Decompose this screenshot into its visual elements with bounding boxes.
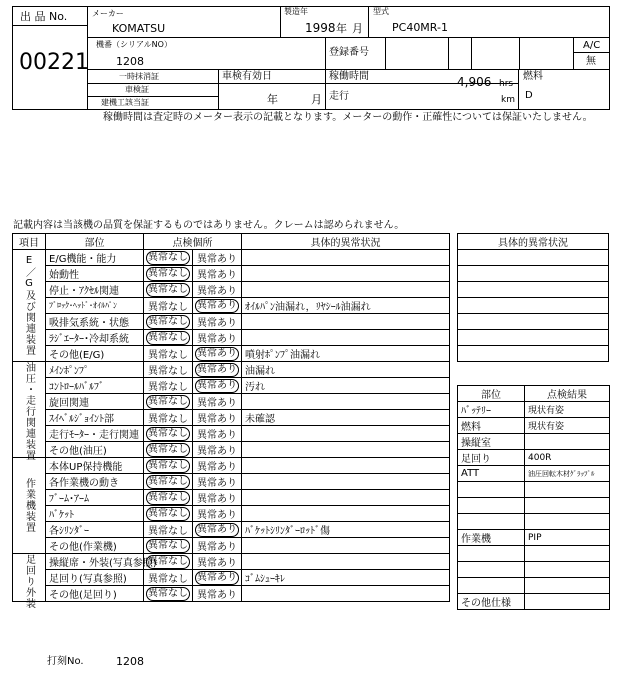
part-cell: E/G機能・能力 xyxy=(46,250,144,266)
abnormal-label: 異常あり xyxy=(197,299,237,311)
stamp-value: 1208 xyxy=(116,655,144,668)
part-cell: ﾒｲﾝﾎﾟﾝﾌﾟ xyxy=(46,362,144,378)
lot-number: 00221 xyxy=(19,50,89,75)
abnormal-label: 異常あり xyxy=(197,347,237,359)
option-abnormal xyxy=(193,426,242,442)
results-row xyxy=(458,498,610,514)
km-unit: km xyxy=(501,95,515,105)
no-abnormal-label: 異常なし xyxy=(148,459,188,471)
abnormal-label: 異常あり xyxy=(197,334,237,345)
abnormal-label: 異常あり xyxy=(197,430,237,441)
right-detail-row xyxy=(458,314,609,330)
abnormal-label: 異常あり xyxy=(197,462,237,473)
ac-value: 無 xyxy=(586,56,596,67)
model-value: PC40MR-1 xyxy=(392,21,448,34)
right-detail-header: 具体的異常状況 xyxy=(458,234,609,250)
option-abnormal xyxy=(193,474,242,490)
col-check: 点検個所 xyxy=(144,234,242,250)
results-row xyxy=(458,402,610,418)
detail-cell: 噴射ﾎﾟﾝﾌﾟ油漏れ xyxy=(242,346,450,362)
no-abnormal-label: 異常なし xyxy=(148,302,188,313)
hours-value: 4,906 xyxy=(457,75,492,89)
part-cell: ｽｲﾍﾞﾙｼﾞｮｲﾝﾄ部 xyxy=(46,410,144,426)
detail-cell xyxy=(242,506,450,522)
results-value xyxy=(525,498,610,514)
part-cell: 各作業機の動き xyxy=(46,474,144,490)
option-no-abnormal xyxy=(144,314,193,330)
option-abnormal xyxy=(193,586,242,602)
results-part xyxy=(458,578,525,594)
option-abnormal xyxy=(193,458,242,474)
option-abnormal xyxy=(193,490,242,506)
abnormal-label: 異常あり xyxy=(197,571,237,583)
detail-cell xyxy=(242,330,450,346)
detail-cell xyxy=(242,458,450,474)
abnormal-label: 異常あり xyxy=(197,494,237,505)
disclaimer: 記載内容は当該機の品質を保証するものではありません。クレームは認められません。 xyxy=(13,220,405,231)
no-abnormal-label: 異常なし xyxy=(148,539,188,551)
detail-cell: 未確認 xyxy=(242,410,450,426)
option-abnormal xyxy=(193,298,242,314)
option-no-abnormal xyxy=(144,346,193,362)
stamp-label: 打刻No. xyxy=(47,656,84,667)
abnormal-label: 異常あり xyxy=(197,270,237,281)
no-abnormal-label: 異常なし xyxy=(148,491,188,503)
no-abnormal-label: 異常なし xyxy=(148,414,188,425)
registration-label: 登録番号 xyxy=(329,47,369,58)
inspection-row xyxy=(13,314,450,330)
fuel-value: D xyxy=(525,90,533,101)
results-part: 足回り xyxy=(458,450,525,466)
results-table xyxy=(457,385,610,610)
hours-unit: hrs xyxy=(499,79,514,89)
inspection-row xyxy=(13,442,450,458)
no-abnormal-label: 異常なし xyxy=(148,251,188,263)
category-cell: 油圧・走行関連装置 xyxy=(13,362,46,458)
option-no-abnormal xyxy=(144,394,193,410)
no-abnormal-label: 異常なし xyxy=(148,350,188,361)
option-abnormal xyxy=(193,522,242,538)
inspection-row xyxy=(13,298,450,314)
no-abnormal-label: 異常なし xyxy=(148,267,188,279)
option-abnormal xyxy=(193,442,242,458)
results-value xyxy=(525,434,610,450)
option-no-abnormal xyxy=(144,266,193,282)
right-detail-row xyxy=(458,282,609,298)
car-inspection-label: 車検証 xyxy=(125,85,149,94)
results-value xyxy=(525,562,610,578)
inspection-row xyxy=(13,346,450,362)
detail-cell: 汚れ xyxy=(242,378,450,394)
results-row xyxy=(458,482,610,498)
ac-label: A/C xyxy=(583,40,601,51)
no-abnormal-label: 異常なし xyxy=(148,382,188,393)
detail-cell: ｺﾞﾑｼｭｰｷﾚ xyxy=(242,570,450,586)
option-no-abnormal xyxy=(144,442,193,458)
results-part: その他仕様 xyxy=(458,594,525,610)
abnormal-label: 異常あり xyxy=(197,510,237,521)
inspection-row xyxy=(13,282,450,298)
abnormal-label: 異常あり xyxy=(197,523,237,535)
results-row xyxy=(458,434,610,450)
year-label: 製造年 xyxy=(284,7,308,16)
hours-label: 稼働時間 xyxy=(329,71,369,82)
hours-note: 稼働時間は査定時のメーター表示の記載となります。メーターの動作・正確性については保証いたしません。 xyxy=(103,112,593,123)
option-abnormal xyxy=(193,314,242,330)
detail-cell xyxy=(242,554,450,570)
option-no-abnormal xyxy=(144,538,193,554)
option-no-abnormal xyxy=(144,250,193,266)
results-row xyxy=(458,466,610,482)
travel-label: 走行 xyxy=(329,91,349,102)
option-abnormal xyxy=(193,394,242,410)
results-col-part: 部位 xyxy=(458,386,525,402)
part-cell: 走行ﾓｰﾀｰ・走行関連 xyxy=(46,426,144,442)
option-abnormal xyxy=(193,506,242,522)
inspection-row xyxy=(13,362,450,378)
inspection-row xyxy=(13,474,450,490)
option-no-abnormal xyxy=(144,554,193,570)
no-abnormal-label: 異常なし xyxy=(148,395,188,407)
detail-cell xyxy=(242,314,450,330)
year-value: 1998 xyxy=(305,21,336,35)
option-abnormal xyxy=(193,346,242,362)
part-cell: ｺﾝﾄﾛｰﾙﾊﾞﾙﾌﾞ xyxy=(46,378,144,394)
no-abnormal-label: 異常なし xyxy=(148,366,188,377)
results-value: 現状有姿 xyxy=(525,402,610,418)
detail-cell: 油漏れ xyxy=(242,362,450,378)
no-abnormal-label: 異常なし xyxy=(148,574,188,585)
lot-label: 出 品 No. xyxy=(20,10,68,23)
results-row xyxy=(458,450,610,466)
inspection-row xyxy=(13,506,450,522)
results-value xyxy=(525,514,610,530)
option-no-abnormal xyxy=(144,426,193,442)
detail-cell: ｵｲﾙﾊﾟﾝ油漏れ，ﾘﾔｼｰﾙ油漏れ xyxy=(242,298,450,314)
inspection-row xyxy=(13,266,450,282)
option-no-abnormal xyxy=(144,458,193,474)
detail-cell xyxy=(242,426,450,442)
model-label: 型式 xyxy=(373,7,389,16)
results-value xyxy=(525,594,610,610)
month-unit: 月 xyxy=(352,22,363,35)
abnormal-label: 異常あり xyxy=(197,558,237,569)
detail-cell xyxy=(242,266,450,282)
results-part: ATT xyxy=(458,466,525,482)
abnormal-label: 異常あり xyxy=(197,590,237,601)
shaken-month: 月 xyxy=(311,93,322,106)
abnormal-label: 異常あり xyxy=(197,363,237,375)
abnormal-label: 異常あり xyxy=(197,286,237,297)
abnormal-label: 異常あり xyxy=(197,254,237,265)
part-cell: 本体UP保持機能 xyxy=(46,458,144,474)
no-abnormal-label: 異常なし xyxy=(148,427,188,439)
results-col-result: 点検結果 xyxy=(525,386,610,402)
construction-cert-label: 建機工該当証 xyxy=(101,98,149,107)
option-abnormal xyxy=(193,570,242,586)
detail-cell: ﾊﾞｹｯﾄｼﾘﾝﾀﾞｰﾛｯﾄﾞ傷 xyxy=(242,522,450,538)
option-no-abnormal xyxy=(144,522,193,538)
inspection-row xyxy=(13,410,450,426)
option-no-abnormal xyxy=(144,410,193,426)
abnormal-label: 異常あり xyxy=(197,414,237,425)
fuel-label: 燃料 xyxy=(523,71,543,82)
inspection-row xyxy=(13,570,450,586)
results-row xyxy=(458,562,610,578)
option-no-abnormal xyxy=(144,378,193,394)
inspection-row xyxy=(13,378,450,394)
detail-cell xyxy=(242,538,450,554)
abnormal-label: 異常あり xyxy=(197,542,237,553)
detail-cell xyxy=(242,586,450,602)
abnormal-label: 異常あり xyxy=(197,478,237,489)
part-cell: その他(E/G) xyxy=(46,346,144,362)
part-cell: その他(作業機) xyxy=(46,538,144,554)
right-detail-row xyxy=(458,266,609,282)
results-part xyxy=(458,514,525,530)
serial-label: 機番（シリアルNO） xyxy=(96,40,172,49)
inspection-row xyxy=(13,426,450,442)
option-no-abnormal xyxy=(144,506,193,522)
option-abnormal xyxy=(193,330,242,346)
no-abnormal-label: 異常なし xyxy=(148,526,188,537)
part-cell: ﾗｼﾞｴｰﾀｰ･冷却系統 xyxy=(46,330,144,346)
option-abnormal xyxy=(193,250,242,266)
serial-value: 1208 xyxy=(116,55,144,68)
abnormal-label: 異常あり xyxy=(197,446,237,457)
no-abnormal-label: 異常なし xyxy=(148,555,188,567)
inspection-row xyxy=(13,250,450,266)
option-no-abnormal xyxy=(144,586,193,602)
inspection-row xyxy=(13,330,450,346)
temp-cancel-label: 一時抹消証 xyxy=(119,72,159,81)
results-row xyxy=(458,514,610,530)
part-cell: 足回り(写真参照) xyxy=(46,570,144,586)
option-abnormal xyxy=(193,266,242,282)
part-cell: ﾌﾞｰﾑ･ｱｰﾑ xyxy=(46,490,144,506)
results-row xyxy=(458,546,610,562)
results-value: 400R xyxy=(525,450,610,466)
option-no-abnormal xyxy=(144,330,193,346)
part-cell: 吸排気系統・状態 xyxy=(46,314,144,330)
col-detail: 具体的異常状況 xyxy=(242,234,450,250)
right-detail-row xyxy=(458,346,609,362)
results-part xyxy=(458,482,525,498)
inspection-row xyxy=(13,554,450,570)
no-abnormal-label: 異常なし xyxy=(148,587,188,599)
maker-label: メーカー xyxy=(92,9,124,18)
shaken-year: 年 xyxy=(267,93,278,106)
results-part: 作業機 xyxy=(458,530,525,546)
option-abnormal xyxy=(193,378,242,394)
inspection-row xyxy=(13,458,450,474)
results-part: 操縦室 xyxy=(458,434,525,450)
results-row xyxy=(458,530,610,546)
abnormal-label: 異常あり xyxy=(197,379,237,391)
part-cell: 操縦席・外装(写真参照) xyxy=(46,554,144,570)
category-cell: E／G及び関連装置 xyxy=(13,250,46,362)
right-detail-row xyxy=(458,250,609,266)
option-abnormal xyxy=(193,282,242,298)
results-part: ﾊﾞｯﾃﾘｰ xyxy=(458,402,525,418)
part-cell: ﾌﾞﾛｯｸ･ﾍｯﾄﾞ･ｵｲﾙﾊﾟﾝ xyxy=(46,298,144,314)
option-no-abnormal xyxy=(144,298,193,314)
category-cell: 作業機装置 xyxy=(13,458,46,554)
option-no-abnormal xyxy=(144,362,193,378)
results-value xyxy=(525,546,610,562)
detail-cell xyxy=(242,282,450,298)
part-cell: その他(油圧) xyxy=(46,442,144,458)
detail-cell xyxy=(242,250,450,266)
inspection-row xyxy=(13,394,450,410)
option-no-abnormal xyxy=(144,282,193,298)
no-abnormal-label: 異常なし xyxy=(148,443,188,455)
abnormal-label: 異常あり xyxy=(197,318,237,329)
detail-cell xyxy=(242,394,450,410)
category-cell: 足回り外装 xyxy=(13,554,46,602)
results-part xyxy=(458,498,525,514)
option-abnormal xyxy=(193,362,242,378)
part-cell: ﾊﾞｹｯﾄ xyxy=(46,506,144,522)
option-abnormal xyxy=(193,410,242,426)
right-detail-row xyxy=(458,298,609,314)
results-part: 燃料 xyxy=(458,418,525,434)
no-abnormal-label: 異常なし xyxy=(148,507,188,519)
detail-cell xyxy=(242,490,450,506)
results-row xyxy=(458,418,610,434)
inspection-row xyxy=(13,586,450,602)
no-abnormal-label: 異常なし xyxy=(148,283,188,295)
results-value xyxy=(525,578,610,594)
part-cell: 始動性 xyxy=(46,266,144,282)
shaken-label: 車検有効日 xyxy=(222,71,272,82)
inspection-row xyxy=(13,490,450,506)
results-value xyxy=(525,482,610,498)
right-detail-row xyxy=(458,330,609,346)
part-cell: その他(足回り) xyxy=(46,586,144,602)
col-part: 部位 xyxy=(46,234,144,250)
results-part xyxy=(458,546,525,562)
part-cell: 旋回関連 xyxy=(46,394,144,410)
results-part xyxy=(458,562,525,578)
no-abnormal-label: 異常なし xyxy=(148,331,188,343)
inspection-row xyxy=(13,522,450,538)
detail-cell xyxy=(242,442,450,458)
maker-value: KOMATSU xyxy=(112,22,166,35)
option-no-abnormal xyxy=(144,490,193,506)
right-detail-table xyxy=(457,233,609,362)
option-no-abnormal xyxy=(144,570,193,586)
option-abnormal xyxy=(193,538,242,554)
option-abnormal xyxy=(193,554,242,570)
detail-cell xyxy=(242,474,450,490)
no-abnormal-label: 異常なし xyxy=(148,475,188,487)
results-value: PIP xyxy=(525,530,610,546)
abnormal-label: 異常あり xyxy=(197,398,237,409)
year-unit: 年 xyxy=(336,22,347,35)
inspection-header-row xyxy=(13,234,450,250)
inspection-table xyxy=(12,233,450,609)
option-no-abnormal xyxy=(144,474,193,490)
results-value: 現状有姿 xyxy=(525,418,610,434)
results-row xyxy=(458,578,610,594)
results-value: 油圧回転木材ｸﾞﾗｯﾌﾟﾙ xyxy=(525,466,610,482)
col-category: 項目 xyxy=(13,234,46,250)
part-cell: 停止・ｱｸｾﾙ関連 xyxy=(46,282,144,298)
no-abnormal-label: 異常なし xyxy=(148,315,188,327)
results-row xyxy=(458,594,610,610)
part-cell: 各ｼﾘﾝﾀﾞｰ xyxy=(46,522,144,538)
inspection-row xyxy=(13,538,450,554)
